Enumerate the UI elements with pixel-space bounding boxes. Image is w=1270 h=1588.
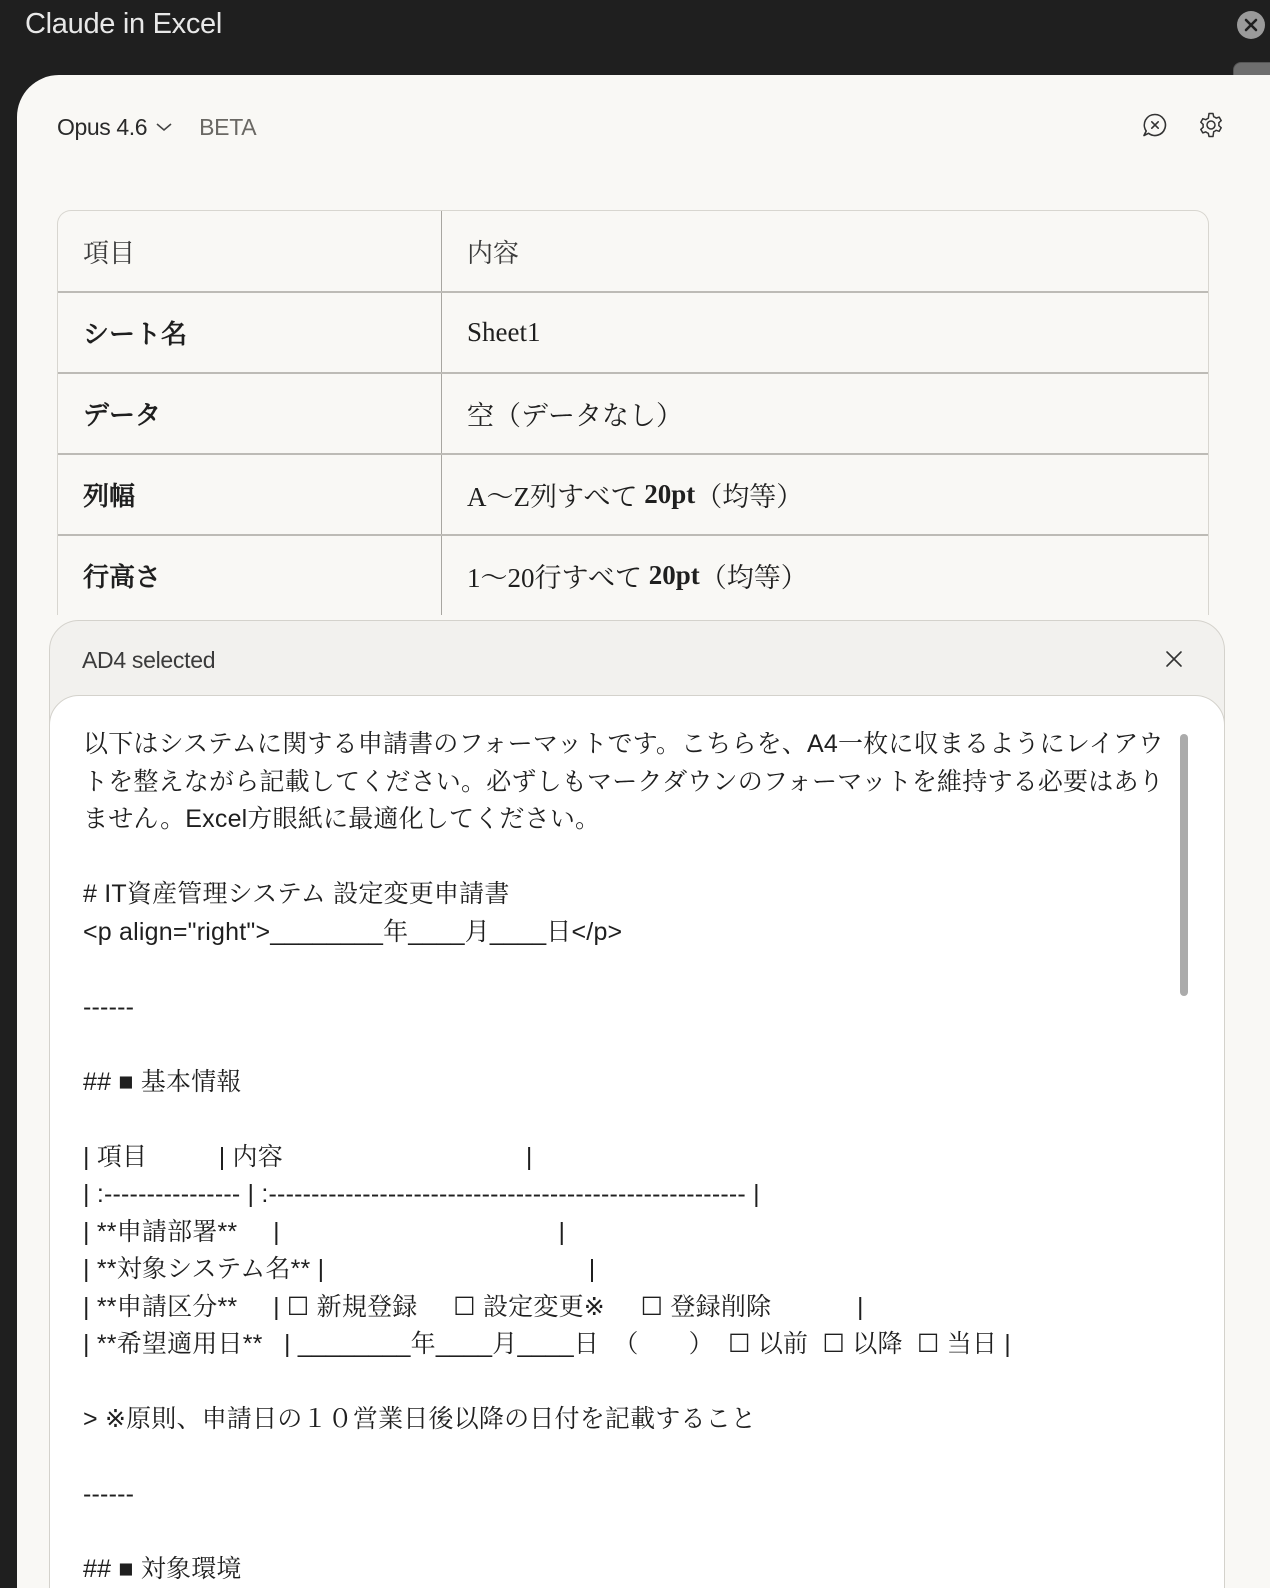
table-row [58, 453, 1208, 534]
clear-chat-icon [1141, 111, 1169, 139]
composer-line: | 項目 | 内容 | [83, 1142, 533, 1171]
model-label: Opus 4.6 [57, 113, 148, 140]
claude-panel [17, 75, 1270, 1588]
row-value: 1〜20行すべて 20pt （均等） [467, 560, 808, 593]
composer-line: | **希望適用日** | ________年____月____日 （ ） ☐ 以前 ☐ 以降 ☐ 当日 | [83, 1330, 1011, 1358]
composer-line: | :---------------- | :-------------------------------------------------------- | [83, 1180, 760, 1208]
row-key: 列幅 [58, 455, 442, 534]
close-window-button[interactable] [1237, 11, 1265, 39]
table-header-row [58, 211, 1208, 291]
row-key: シート名 [58, 293, 442, 372]
settings-button[interactable] [1197, 111, 1225, 139]
composer-line: ## ■ 対象環境 [83, 1555, 242, 1583]
close-icon [1165, 650, 1183, 668]
clear-chat-button[interactable] [1141, 111, 1169, 139]
row-value: A〜Z列すべて 20pt （均等） [467, 479, 804, 512]
composer-line [83, 839, 1183, 877]
composer-scrollbar[interactable] [1180, 734, 1188, 996]
composer-line: ## ■ 基本情報 [83, 1067, 242, 1096]
column-header-key: 項目 [58, 211, 442, 291]
row-value: Sheet1 [467, 317, 541, 347]
selection-label: AD4 selected [82, 647, 216, 673]
composer-line: <p align="right">________年____月____日</p> [83, 917, 623, 946]
composer-line: | **申請部署** | | [83, 1217, 566, 1246]
table-row [58, 372, 1208, 453]
composer-line [83, 951, 1183, 989]
row-value: 空（データなし） [467, 401, 683, 431]
row-key: データ [58, 374, 442, 453]
title-bar [0, 0, 1270, 75]
composer-line: 以下はシステムに関する申請書のフォーマットです。こちらを、A4一枚に収まるようにレイアウトを整えながら記載してください。必ずしもマークダウンのフォーマットを維持する必要はありません。Excel方眼紙に最適化してください。 [83, 730, 1164, 833]
table-row [58, 534, 1208, 615]
close-circle-icon [1243, 17, 1259, 33]
composer-line: ------ [83, 1480, 135, 1508]
chevron-down-icon [155, 121, 173, 133]
sheet-info-table [57, 210, 1209, 615]
composer-line: | **対象システム名** | | [83, 1255, 596, 1283]
table-row [58, 291, 1208, 372]
composer-line: ------ [83, 992, 135, 1021]
model-selector[interactable] [57, 114, 173, 141]
app-title: Claude in Excel [25, 8, 222, 40]
composer-line: # IT資産管理システム 設定変更申請書 [83, 880, 510, 908]
composer-line [83, 1514, 1183, 1552]
composer-line [83, 1101, 1183, 1139]
message-input[interactable] [49, 695, 1225, 1588]
dismiss-selection-button[interactable] [1162, 647, 1186, 671]
composer-line [83, 1364, 1183, 1402]
gear-icon [1197, 111, 1225, 139]
column-header-value: 内容 [467, 237, 520, 268]
panel-header [57, 109, 1230, 145]
message-input-text[interactable] [83, 726, 1183, 1588]
composer-line: | **申請区分** | ☐ 新規登録 ☐ 設定変更※ ☐ 登録削除 | [83, 1292, 864, 1321]
beta-badge: BETA [199, 113, 257, 140]
header-actions [1141, 111, 1225, 139]
row-key: 行高さ [58, 536, 442, 615]
composer-line: > ※原則、申請日の１０営業日後以降の日付を記載すること [83, 1405, 757, 1433]
composer-line [83, 1439, 1183, 1477]
composer-line [83, 1026, 1183, 1064]
